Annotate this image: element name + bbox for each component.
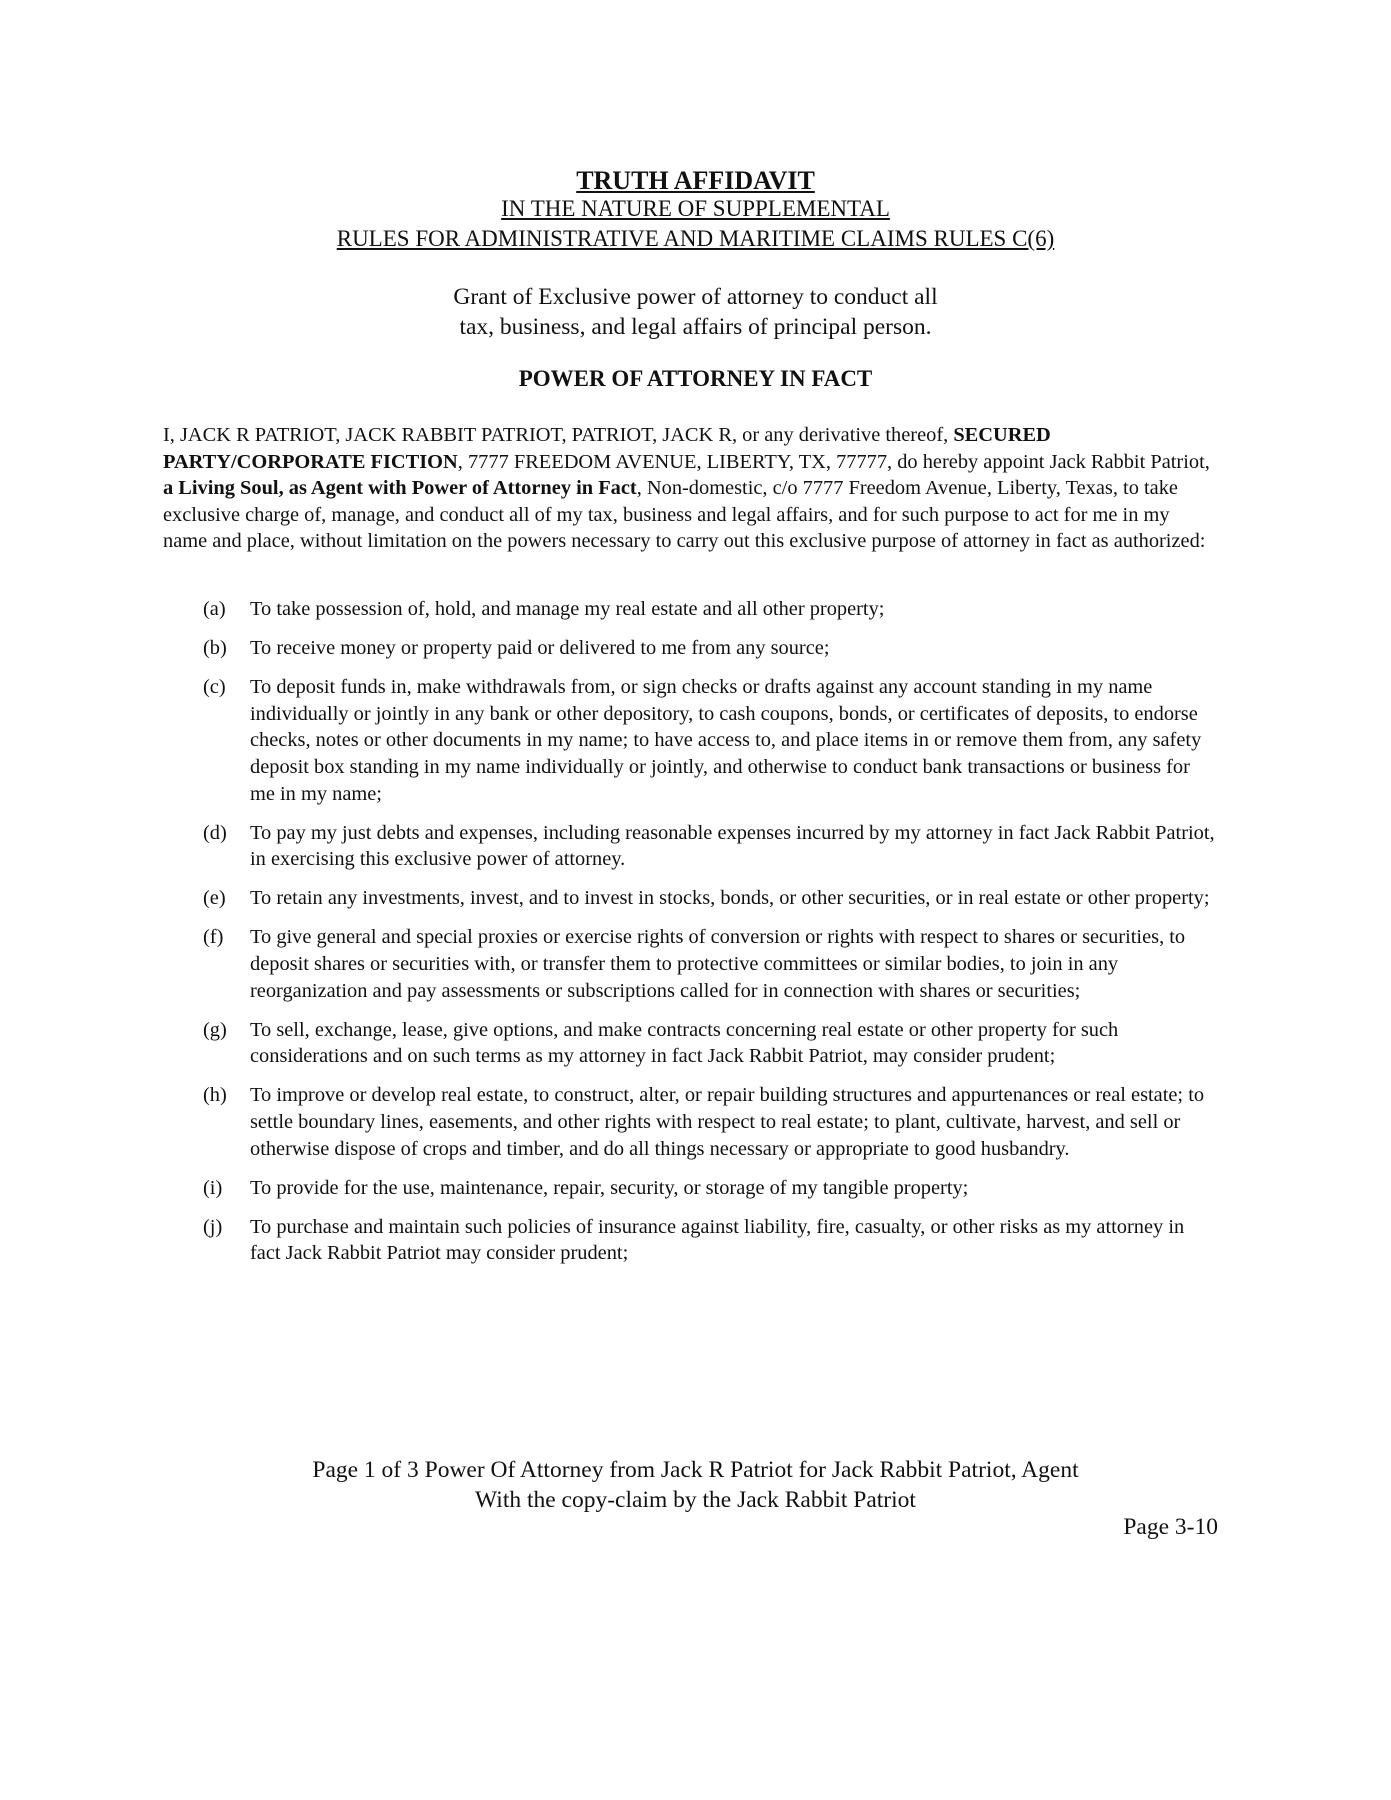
list-item [163,820,1218,873]
grant-line-1: Grant of Exclusive power of attorney to conduct all [453,284,938,310]
intro-text-2: , 7777 FREEDOM AVENUE, LIBERTY, TX, 77777, do hereby appoint Jack Rabbit Patriot, [457,450,1210,473]
subtitle-line-2: RULES FOR ADMINISTRATIVE AND MARITIME CLAIMS RULES C(6) [336,226,1055,251]
item-text: To pay my just debts and expenses, including reasonable expenses incurred by my attorney in fact Jack Rabbit Patriot, in exercising this exclusive power of attorney. [250,821,1215,871]
item-text: To retain any investments, invest, and to invest in stocks, bonds, or other securities, or in real estate or other property; [250,887,1210,910]
item-letter: (d) [203,821,227,844]
item-text: To take possession of, hold, and manage my real estate and all other property; [250,598,885,620]
list-item [163,674,1218,807]
intro-text-3: , Non-domestic, c/o 7777 Freedom Avenue, Liberty, Texas, to take exclusive charge of, manage, and conduct all of my tax, business and legal affairs, and for such purpose to act for me in my name and place, without limitation on the powers necessary to carry out this exclusive purpose of attorney in fact as authorized: [163,477,1206,553]
item-letter: (a) [203,598,226,620]
item-letter: (e) [203,887,226,910]
item-text: To improve or develop real estate, to construct, alter, or repair building structures and appurtenances or real estate; to settle boundary lines, easements, and other rights with respect to real estate; to plant, cultivate, harvest, and sell or otherwise dispose of crops and timber, and do all things necessary or appropriate to good husbandry. [250,1084,1205,1160]
page-number: Page 3-10 [1123,1514,1218,1540]
item-text: To receive money or property paid or delivered to me from any source; [250,637,830,660]
list-item [163,1017,1218,1070]
item-letter: (f) [203,926,224,949]
authorized-powers-list [163,596,1218,1279]
item-letter: (i) [203,1176,223,1199]
section-title: POWER OF ATTORNEY IN FACT [518,366,873,391]
list-item [163,1175,1218,1202]
item-letter: (j) [203,1215,223,1238]
list-item [163,924,1218,1004]
footer-line-2: With the copy-claim by the Jack Rabbit Patriot [475,1487,916,1513]
grant-line-2: tax, business, and legal affairs of principal person. [459,314,932,340]
list-item [163,635,1218,662]
list-item [163,596,1218,623]
item-text: To sell, exchange, lease, give options, and make contracts concerning real estate or other property for such considerations and on such terms as my attorney in fact Jack Rabbit Patriot, may consider prudent; [250,1018,1119,1068]
item-letter: (b) [203,637,227,660]
item-text: To provide for the use, maintenance, repair, security, or storage of my tangible property; [250,1176,969,1199]
document-title: TRUTH AFFIDAVIT [576,166,815,195]
intro-bold-1: SECURED PARTY/CORPORATE FICTION [163,424,1051,473]
item-letter: (g) [203,1018,227,1041]
intro-bold-2: a Living Soul, as Agent with Power of Attorney in Fact [163,477,637,500]
item-text: To give general and special proxies or exercise rights of conversion or rights with respect to shares or securities, to deposit shares or securities with, or transfer them to protective committees or similar bodies, to join in any reorganization and pay assessments or subscriptions called for in connection with shares or securities; [250,926,1186,1002]
footer-line-1: Page 1 of 3 Power Of Attorney from Jack R Patriot for Jack Rabbit Patriot, Agent [312,1457,1079,1483]
intro-paragraph [163,422,1218,555]
item-text: To purchase and maintain such policies of insurance against liability, fire, casualty, or other risks as my attorney in fact Jack Rabbit Patriot may consider prudent; [250,1215,1185,1265]
intro-text-1: I, JACK R PATRIOT, JACK RABBIT PATRIOT, PATRIOT, JACK R, or any derivative thereof, [163,424,954,446]
list-item [163,1082,1218,1162]
item-text: To deposit funds in, make withdrawals from, or sign checks or drafts against any account standing in my name individually or jointly in any bank or other depository, to cash coupons, bonds, or certificates of deposits, to endorse checks, notes or other documents in my name; to have access to, and place items in or remove them from, any safety deposit box standing in my name individually or jointly, and otherwise to conduct bank transactions or business for me in my name; [250,676,1202,805]
list-item [163,1214,1218,1267]
item-letter: (h) [203,1084,227,1107]
item-letter: (c) [203,676,226,699]
grant-statement [0,282,1391,342]
subtitle-line-1: IN THE NATURE OF SUPPLEMENTAL [501,196,890,221]
list-item [163,885,1218,912]
